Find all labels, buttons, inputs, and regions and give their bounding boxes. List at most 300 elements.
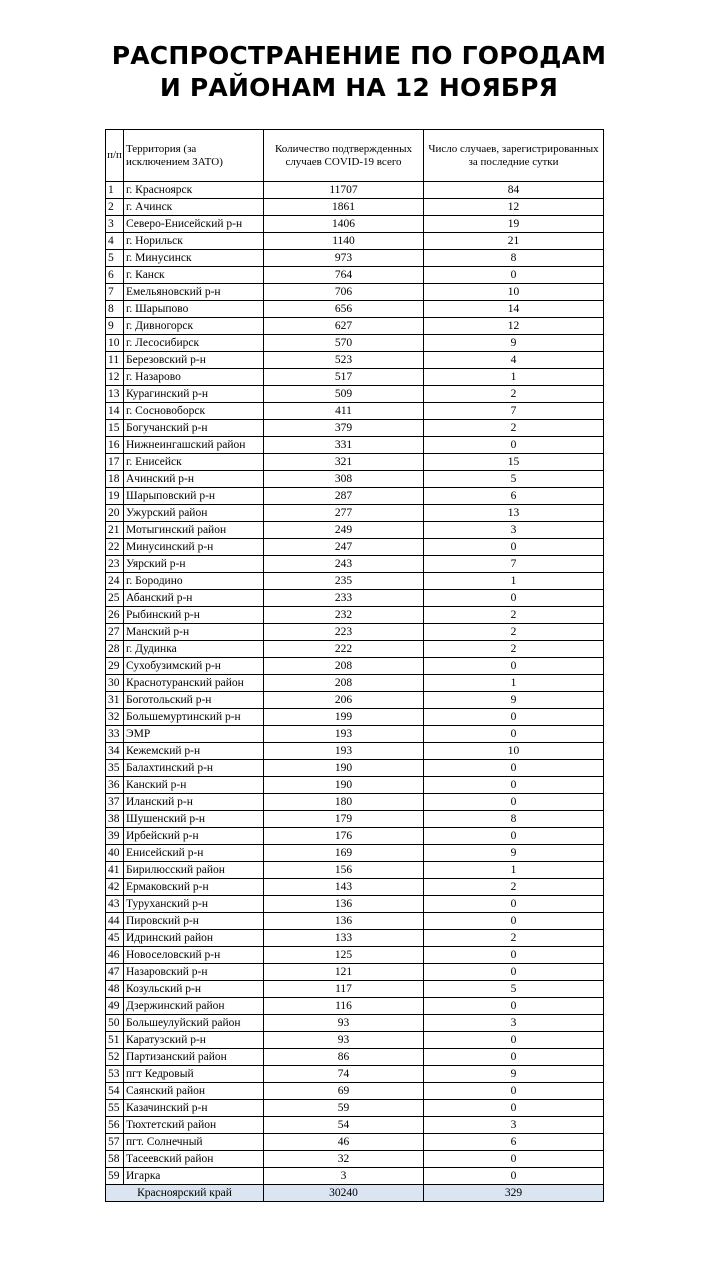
row-number: 10 (106, 335, 124, 352)
row-daily-cases: 10 (424, 743, 604, 760)
row-daily-cases: 0 (424, 590, 604, 607)
row-territory: Ирбейский р-н (124, 828, 264, 845)
row-total-cases: 169 (264, 845, 424, 862)
row-territory: Пировский р-н (124, 913, 264, 930)
table-row (106, 216, 604, 233)
table-row (106, 811, 604, 828)
row-daily-cases: 12 (424, 318, 604, 335)
table-row (106, 947, 604, 964)
row-daily-cases: 0 (424, 1049, 604, 1066)
row-total-cases: 3 (264, 1168, 424, 1185)
table-row (106, 352, 604, 369)
row-territory: Боготольский р-н (124, 692, 264, 709)
row-daily-cases: 1 (424, 675, 604, 692)
row-territory: Уярский р-н (124, 556, 264, 573)
header-daily-cases: Число случаев, зарегистрированных за последние сутки (424, 130, 604, 182)
row-total-cases: 117 (264, 981, 424, 998)
row-number: 30 (106, 675, 124, 692)
row-territory: Большемуртинский р-н (124, 709, 264, 726)
row-daily-cases: 0 (424, 896, 604, 913)
table-row (106, 658, 604, 675)
row-total-cases: 570 (264, 335, 424, 352)
table-row (106, 998, 604, 1015)
row-daily-cases: 0 (424, 726, 604, 743)
row-territory: Минусинский р-н (124, 539, 264, 556)
table-row (106, 777, 604, 794)
table-row (106, 981, 604, 998)
row-number: 8 (106, 301, 124, 318)
table-row (106, 522, 604, 539)
row-total-cases: 193 (264, 726, 424, 743)
row-number: 45 (106, 930, 124, 947)
title-line-1: РАСПРОСТРАНЕНИЕ ПО ГОРОДАМ (111, 41, 607, 70)
row-daily-cases: 0 (424, 998, 604, 1015)
row-daily-cases: 8 (424, 250, 604, 267)
row-number: 37 (106, 794, 124, 811)
row-total-cases: 222 (264, 641, 424, 658)
row-daily-cases: 0 (424, 1168, 604, 1185)
row-total-cases: 206 (264, 692, 424, 709)
row-total-cases: 1861 (264, 199, 424, 216)
table-row (106, 879, 604, 896)
row-total-cases: 509 (264, 386, 424, 403)
row-number: 40 (106, 845, 124, 862)
row-daily-cases: 7 (424, 556, 604, 573)
row-daily-cases: 3 (424, 522, 604, 539)
table-row (106, 641, 604, 658)
row-total-cases: 247 (264, 539, 424, 556)
row-daily-cases: 2 (424, 930, 604, 947)
row-territory: Дзержинский район (124, 998, 264, 1015)
row-total-cases: 764 (264, 267, 424, 284)
row-daily-cases: 1 (424, 862, 604, 879)
row-daily-cases: 2 (424, 879, 604, 896)
row-number: 33 (106, 726, 124, 743)
row-total-cases: 125 (264, 947, 424, 964)
row-number: 35 (106, 760, 124, 777)
row-total-cases: 233 (264, 590, 424, 607)
row-daily-cases: 9 (424, 692, 604, 709)
row-territory: Сухобузимский р-н (124, 658, 264, 675)
row-total-cases: 411 (264, 403, 424, 420)
total-row (106, 1185, 604, 1202)
row-territory: Богучанский р-н (124, 420, 264, 437)
row-daily-cases: 7 (424, 403, 604, 420)
row-total-cases: 199 (264, 709, 424, 726)
table-row (106, 539, 604, 556)
row-territory: Кежемский р-н (124, 743, 264, 760)
row-number: 21 (106, 522, 124, 539)
row-number: 29 (106, 658, 124, 675)
row-territory: г. Енисейск (124, 454, 264, 471)
table-row (106, 437, 604, 454)
table-row (106, 760, 604, 777)
table-row (106, 624, 604, 641)
row-territory: пгт. Солнечный (124, 1134, 264, 1151)
row-daily-cases: 6 (424, 1134, 604, 1151)
table-row (106, 233, 604, 250)
row-total-cases: 176 (264, 828, 424, 845)
row-territory: Емельяновский р-н (124, 284, 264, 301)
row-territory: Шушенский р-н (124, 811, 264, 828)
page-title (0, 40, 718, 104)
table-row (106, 1015, 604, 1032)
table-header-row (106, 130, 604, 182)
row-total-cases: 232 (264, 607, 424, 624)
table-row (106, 1117, 604, 1134)
row-territory: Канский р-н (124, 777, 264, 794)
row-territory: Курагинский р-н (124, 386, 264, 403)
row-daily-cases: 2 (424, 624, 604, 641)
row-territory: Березовский р-н (124, 352, 264, 369)
row-territory: Енисейский р-н (124, 845, 264, 862)
row-daily-cases: 0 (424, 1100, 604, 1117)
table-row (106, 726, 604, 743)
row-number: 16 (106, 437, 124, 454)
row-number: 58 (106, 1151, 124, 1168)
row-daily-cases: 0 (424, 760, 604, 777)
row-daily-cases: 1 (424, 369, 604, 386)
row-total-cases: 133 (264, 930, 424, 947)
header-total-cases: Количество подтвержденных случаев COVID-19 всего (264, 130, 424, 182)
table-row (106, 913, 604, 930)
row-daily-cases: 13 (424, 505, 604, 522)
table-row (106, 471, 604, 488)
row-total-cases: 136 (264, 896, 424, 913)
row-number: 28 (106, 641, 124, 658)
row-total-cases: 379 (264, 420, 424, 437)
row-territory: Ачинский р-н (124, 471, 264, 488)
row-number: 34 (106, 743, 124, 760)
row-total-cases: 321 (264, 454, 424, 471)
row-daily-cases: 19 (424, 216, 604, 233)
row-total-cases: 143 (264, 879, 424, 896)
row-total-cases: 249 (264, 522, 424, 539)
row-total-cases: 656 (264, 301, 424, 318)
row-daily-cases: 0 (424, 539, 604, 556)
row-number: 23 (106, 556, 124, 573)
row-territory: Партизанский район (124, 1049, 264, 1066)
row-total-cases: 46 (264, 1134, 424, 1151)
row-number: 57 (106, 1134, 124, 1151)
table-row (106, 369, 604, 386)
table-row (106, 573, 604, 590)
row-daily-cases: 6 (424, 488, 604, 505)
row-daily-cases: 0 (424, 828, 604, 845)
table-row (106, 386, 604, 403)
row-total-cases: 54 (264, 1117, 424, 1134)
row-daily-cases: 0 (424, 964, 604, 981)
row-territory: Ермаковский р-н (124, 879, 264, 896)
table-row (106, 709, 604, 726)
row-daily-cases: 4 (424, 352, 604, 369)
table-row (106, 250, 604, 267)
row-territory: Бирилюсский район (124, 862, 264, 879)
row-total-cases: 1406 (264, 216, 424, 233)
row-daily-cases: 0 (424, 709, 604, 726)
total-daily-cases: 329 (424, 1185, 604, 1202)
row-number: 59 (106, 1168, 124, 1185)
row-total-cases: 59 (264, 1100, 424, 1117)
row-total-cases: 331 (264, 437, 424, 454)
row-number: 49 (106, 998, 124, 1015)
row-number: 24 (106, 573, 124, 590)
row-number: 44 (106, 913, 124, 930)
table-row (106, 556, 604, 573)
table-row (106, 828, 604, 845)
table-row (106, 335, 604, 352)
row-daily-cases: 0 (424, 777, 604, 794)
row-number: 48 (106, 981, 124, 998)
row-territory: Краснотуранский район (124, 675, 264, 692)
table-row (106, 505, 604, 522)
row-number: 47 (106, 964, 124, 981)
row-number: 13 (106, 386, 124, 403)
header-num: п/п (106, 130, 124, 182)
table-row (106, 1049, 604, 1066)
row-daily-cases: 3 (424, 1117, 604, 1134)
row-daily-cases: 5 (424, 471, 604, 488)
row-territory: пгт Кедровый (124, 1066, 264, 1083)
row-total-cases: 156 (264, 862, 424, 879)
row-number: 3 (106, 216, 124, 233)
total-cases: 30240 (264, 1185, 424, 1202)
row-total-cases: 69 (264, 1083, 424, 1100)
row-total-cases: 208 (264, 658, 424, 675)
row-number: 2 (106, 199, 124, 216)
row-number: 6 (106, 267, 124, 284)
row-daily-cases: 0 (424, 1032, 604, 1049)
total-territory: Красноярский край (106, 1185, 264, 1202)
row-territory: г. Норильск (124, 233, 264, 250)
table-row (106, 454, 604, 471)
row-number: 18 (106, 471, 124, 488)
table-row (106, 692, 604, 709)
row-total-cases: 973 (264, 250, 424, 267)
row-territory: Назаровский р-н (124, 964, 264, 981)
row-total-cases: 627 (264, 318, 424, 335)
row-territory: г. Канск (124, 267, 264, 284)
row-territory: Нижнеингашский район (124, 437, 264, 454)
table-row (106, 1168, 604, 1185)
row-daily-cases: 0 (424, 794, 604, 811)
row-territory: Абанский р-н (124, 590, 264, 607)
row-daily-cases: 15 (424, 454, 604, 471)
row-territory: г. Дудинка (124, 641, 264, 658)
row-number: 15 (106, 420, 124, 437)
row-total-cases: 308 (264, 471, 424, 488)
row-number: 11 (106, 352, 124, 369)
row-territory: Казачинский р-н (124, 1100, 264, 1117)
row-total-cases: 235 (264, 573, 424, 590)
row-number: 19 (106, 488, 124, 505)
title-line-2: И РАЙОНАМ НА 12 НОЯБРЯ (159, 73, 559, 102)
row-daily-cases: 0 (424, 947, 604, 964)
row-number: 14 (106, 403, 124, 420)
row-number: 7 (106, 284, 124, 301)
row-territory: Новоселовский р-н (124, 947, 264, 964)
row-territory: Большеулуйский район (124, 1015, 264, 1032)
row-number: 50 (106, 1015, 124, 1032)
row-total-cases: 517 (264, 369, 424, 386)
row-territory: г. Ачинск (124, 199, 264, 216)
row-total-cases: 190 (264, 777, 424, 794)
table-row (106, 420, 604, 437)
table-row (106, 794, 604, 811)
row-territory: г. Лесосибирск (124, 335, 264, 352)
row-total-cases: 193 (264, 743, 424, 760)
row-territory: Балахтинский р-н (124, 760, 264, 777)
row-territory: Ужурский район (124, 505, 264, 522)
table-row (106, 675, 604, 692)
row-number: 1 (106, 182, 124, 199)
row-daily-cases: 9 (424, 845, 604, 862)
table-row (106, 284, 604, 301)
row-territory: Саянский район (124, 1083, 264, 1100)
row-daily-cases: 9 (424, 1066, 604, 1083)
table-row (106, 403, 604, 420)
row-number: 36 (106, 777, 124, 794)
row-number: 20 (106, 505, 124, 522)
row-territory: Идринский район (124, 930, 264, 947)
row-number: 42 (106, 879, 124, 896)
row-daily-cases: 14 (424, 301, 604, 318)
row-total-cases: 11707 (264, 182, 424, 199)
row-daily-cases: 8 (424, 811, 604, 828)
row-total-cases: 1140 (264, 233, 424, 250)
row-daily-cases: 2 (424, 386, 604, 403)
row-territory: г. Сосновоборск (124, 403, 264, 420)
row-daily-cases: 3 (424, 1015, 604, 1032)
row-territory: г. Красноярск (124, 182, 264, 199)
row-total-cases: 116 (264, 998, 424, 1015)
row-total-cases: 74 (264, 1066, 424, 1083)
row-territory: Козульский р-н (124, 981, 264, 998)
row-territory: Шарыповский р-н (124, 488, 264, 505)
table-row (106, 1151, 604, 1168)
row-total-cases: 93 (264, 1015, 424, 1032)
row-number: 26 (106, 607, 124, 624)
row-daily-cases: 0 (424, 267, 604, 284)
row-total-cases: 208 (264, 675, 424, 692)
row-number: 41 (106, 862, 124, 879)
row-total-cases: 180 (264, 794, 424, 811)
row-territory: г. Дивногорск (124, 318, 264, 335)
row-territory: Тасеевский район (124, 1151, 264, 1168)
row-daily-cases: 21 (424, 233, 604, 250)
row-daily-cases: 0 (424, 1083, 604, 1100)
row-territory: г. Шарыпово (124, 301, 264, 318)
table-row (106, 743, 604, 760)
row-number: 55 (106, 1100, 124, 1117)
row-territory: Иланский р-н (124, 794, 264, 811)
row-territory: г. Бородино (124, 573, 264, 590)
row-total-cases: 121 (264, 964, 424, 981)
row-number: 5 (106, 250, 124, 267)
row-daily-cases: 0 (424, 913, 604, 930)
row-daily-cases: 0 (424, 658, 604, 675)
table-row (106, 1066, 604, 1083)
row-total-cases: 93 (264, 1032, 424, 1049)
row-number: 56 (106, 1117, 124, 1134)
row-number: 12 (106, 369, 124, 386)
row-total-cases: 179 (264, 811, 424, 828)
row-territory: г. Назарово (124, 369, 264, 386)
row-daily-cases: 9 (424, 335, 604, 352)
row-daily-cases: 2 (424, 607, 604, 624)
row-number: 52 (106, 1049, 124, 1066)
row-territory: Северо-Енисейский р-н (124, 216, 264, 233)
row-territory: Манский р-н (124, 624, 264, 641)
row-number: 53 (106, 1066, 124, 1083)
row-number: 39 (106, 828, 124, 845)
row-total-cases: 86 (264, 1049, 424, 1066)
table-row (106, 1032, 604, 1049)
header-territory: Территория (за исключением ЗАТО) (124, 130, 264, 182)
row-total-cases: 523 (264, 352, 424, 369)
row-total-cases: 32 (264, 1151, 424, 1168)
row-daily-cases: 10 (424, 284, 604, 301)
table-row (106, 267, 604, 284)
row-daily-cases: 0 (424, 437, 604, 454)
row-territory: Каратузский р-н (124, 1032, 264, 1049)
covid-cases-table (105, 129, 604, 1202)
row-daily-cases: 12 (424, 199, 604, 216)
row-daily-cases: 1 (424, 573, 604, 590)
row-number: 22 (106, 539, 124, 556)
row-territory: Мотыгинский район (124, 522, 264, 539)
table-row (106, 590, 604, 607)
table-row (106, 1100, 604, 1117)
row-total-cases: 190 (264, 760, 424, 777)
table-row (106, 896, 604, 913)
row-number: 25 (106, 590, 124, 607)
row-daily-cases: 2 (424, 420, 604, 437)
row-territory: Тюхтетский район (124, 1117, 264, 1134)
row-number: 51 (106, 1032, 124, 1049)
row-territory: ЭМР (124, 726, 264, 743)
row-number: 32 (106, 709, 124, 726)
row-total-cases: 706 (264, 284, 424, 301)
table-row (106, 1134, 604, 1151)
table-row (106, 318, 604, 335)
table-row (106, 964, 604, 981)
table-row (106, 862, 604, 879)
row-territory: Туруханский р-н (124, 896, 264, 913)
row-total-cases: 223 (264, 624, 424, 641)
row-number: 9 (106, 318, 124, 335)
row-territory: г. Минусинск (124, 250, 264, 267)
row-daily-cases: 0 (424, 1151, 604, 1168)
table-row (106, 182, 604, 199)
row-number: 4 (106, 233, 124, 250)
row-total-cases: 136 (264, 913, 424, 930)
row-number: 31 (106, 692, 124, 709)
row-daily-cases: 5 (424, 981, 604, 998)
row-number: 46 (106, 947, 124, 964)
row-total-cases: 287 (264, 488, 424, 505)
table-row (106, 488, 604, 505)
row-number: 54 (106, 1083, 124, 1100)
row-daily-cases: 2 (424, 641, 604, 658)
row-territory: Игарка (124, 1168, 264, 1185)
row-number: 43 (106, 896, 124, 913)
row-territory: Рыбинский р-н (124, 607, 264, 624)
row-total-cases: 243 (264, 556, 424, 573)
table-row (106, 1083, 604, 1100)
table-row (106, 199, 604, 216)
row-total-cases: 277 (264, 505, 424, 522)
